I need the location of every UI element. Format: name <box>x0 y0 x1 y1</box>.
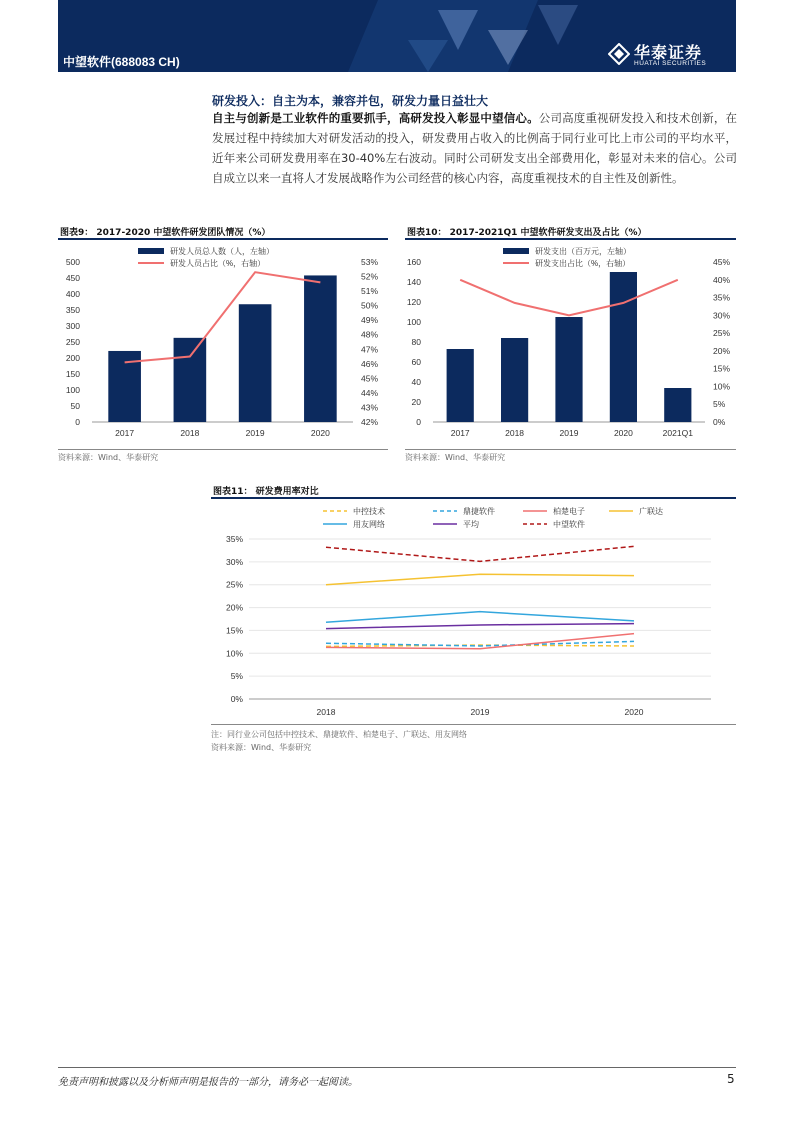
x-tick: 2020 <box>624 707 644 717</box>
fig11-title: 图表11： 研发费用率对比 <box>213 487 319 497</box>
y-left-tick: 80 <box>411 337 421 347</box>
x-tick: 2018 <box>180 428 200 438</box>
y-left-tick: 400 <box>65 289 80 299</box>
legend-bar-swatch <box>138 248 164 254</box>
y-left-tick: 300 <box>65 321 80 331</box>
x-tick: 2020 <box>310 428 330 438</box>
y-right-tick: 52% <box>361 271 379 282</box>
lead-bold-text: 自主与创新是工业软件的重要抓手，高研发投入彰显中望信心。 <box>212 111 539 125</box>
bar <box>447 349 474 422</box>
y-left-tick: 20 <box>411 397 421 407</box>
bar <box>501 338 528 422</box>
legend-label: 中控技术 <box>353 507 385 516</box>
y-left-tick: 100 <box>65 385 80 395</box>
y-left-tick: 0 <box>75 417 80 427</box>
fig9-title: 图表9： 2017-2020 中望软件研发团队情况（%） <box>60 228 271 238</box>
fig11-note: 注：同行业公司包括中控技术、鼎捷软件、柏楚电子、广联达、用友网络 <box>211 730 467 739</box>
fig11-bottom-rule <box>211 724 736 725</box>
y-tick: 0% <box>230 694 243 704</box>
y-left-tick: 250 <box>65 337 80 347</box>
y-right-tick: 44% <box>361 387 379 398</box>
logo-cn-text: 华泰证券 <box>634 43 703 62</box>
y-right-tick: 10% <box>713 381 731 392</box>
y-right-tick: 47% <box>361 344 379 355</box>
y-right-tick: 48% <box>361 329 379 340</box>
y-right-tick: 15% <box>713 363 731 374</box>
footer-rule <box>58 1067 736 1068</box>
y-right-tick: 51% <box>361 286 379 297</box>
y-right-tick: 40% <box>713 274 731 285</box>
x-tick: 2020 <box>613 428 633 438</box>
fig10-source: 资料来源：Wind、华泰研究 <box>405 453 506 462</box>
fig11-chart <box>211 499 737 724</box>
y-right-tick: 30% <box>713 310 731 321</box>
y-left-tick: 50 <box>70 401 80 411</box>
y-right-tick: 5% <box>713 399 726 410</box>
y-right-tick: 35% <box>713 292 731 303</box>
x-tick: 2019 <box>559 428 579 438</box>
y-tick: 25% <box>225 579 243 590</box>
section-paragraph <box>212 108 737 188</box>
y-tick: 15% <box>225 625 243 636</box>
x-tick: 2017 <box>115 428 135 438</box>
y-left-tick: 40 <box>411 377 421 387</box>
legend-bar-label: 研发支出（百万元，左轴） <box>535 247 631 256</box>
bar <box>239 304 272 422</box>
y-left-tick: 350 <box>65 305 80 315</box>
y-left-tick: 160 <box>406 257 421 267</box>
y-left-tick: 140 <box>406 277 421 287</box>
fig11-source: 资料来源：Wind、华泰研究 <box>211 743 312 752</box>
line-series <box>460 280 678 316</box>
y-tick: 30% <box>225 556 243 567</box>
legend-label: 中望软件 <box>553 520 585 529</box>
legend-line-label: 研发支出占比（%，右轴） <box>535 259 631 268</box>
y-right-tick: 0% <box>713 417 726 427</box>
line-series <box>326 546 634 561</box>
header-banner <box>58 0 736 72</box>
line-series <box>326 574 634 585</box>
legend-label: 用友网络 <box>353 520 385 529</box>
fig10-chart <box>405 240 737 450</box>
legend-label: 平均 <box>463 520 479 529</box>
y-right-tick: 20% <box>713 345 731 356</box>
fig9-source: 资料来源：Wind、华泰研究 <box>58 453 159 462</box>
x-tick: 2019 <box>245 428 265 438</box>
y-tick: 20% <box>225 602 243 613</box>
line-series <box>326 624 634 629</box>
y-right-tick: 46% <box>361 358 379 369</box>
y-right-tick: 45% <box>361 373 379 384</box>
legend-bar-label: 研发人员总人数（人，左轴） <box>170 247 274 256</box>
fig9-chart <box>58 240 390 450</box>
x-tick: 2021Q1 <box>662 428 693 438</box>
y-right-tick: 53% <box>361 257 379 267</box>
y-left-tick: 150 <box>65 369 80 379</box>
y-left-tick: 200 <box>65 353 80 363</box>
y-right-tick: 43% <box>361 402 379 413</box>
y-left-tick: 100 <box>406 317 421 327</box>
y-left-tick: 0 <box>416 417 421 427</box>
bar <box>555 317 582 422</box>
y-right-tick: 25% <box>713 328 731 339</box>
bar <box>174 338 207 422</box>
legend-label: 广联达 <box>639 507 663 516</box>
line-series <box>326 612 634 623</box>
legend-label: 柏楚电子 <box>553 507 585 516</box>
fig9-bottom-rule <box>58 449 388 450</box>
y-tick: 35% <box>225 534 243 544</box>
section-title: 研发投入：自主为本，兼容并包，研发力量日益壮大 <box>212 94 489 108</box>
y-right-tick: 45% <box>713 257 731 267</box>
legend-bar-swatch <box>503 248 529 254</box>
y-right-tick: 49% <box>361 315 379 326</box>
y-left-tick: 450 <box>65 273 80 283</box>
y-left-tick: 500 <box>65 257 80 267</box>
x-tick: 2018 <box>316 707 336 717</box>
huatai-logo-icon <box>608 43 630 65</box>
footer-disclaimer: 免责声明和披露以及分析师声明是报告的一部分，请务必一起阅读。 <box>58 1077 358 1088</box>
legend-line-label: 研发人员占比（%，右轴） <box>170 259 266 268</box>
fig10-bottom-rule <box>405 449 736 450</box>
x-tick: 2017 <box>450 428 470 438</box>
x-tick: 2019 <box>470 707 490 717</box>
legend-label: 鼎捷软件 <box>463 507 495 516</box>
line-series <box>326 641 634 646</box>
bar <box>304 275 337 422</box>
page-number: 5 <box>727 1072 735 1086</box>
stock-label: 中望软件(688083 CH) <box>63 55 180 69</box>
line-series <box>125 272 321 362</box>
y-right-tick: 42% <box>361 417 379 427</box>
body-text: 公司高度重视研发投入和技术创新，在发展过程中持续加大对研发活动的投入，研发费用占收入的比例高于同行业可比上市公司的平均水平，近年来公司研发费用率在30-40%左右波动。同时公司研发支出全部费用化，彰显对未来的信心。公司自成立以来一直将人才发展战略作为公司经营的核心内容，高度重视技术的自主性及创新性。 <box>212 111 738 185</box>
x-tick: 2018 <box>505 428 525 438</box>
fig10-title: 图表10： 2017-2021Q1 中望软件研发支出及占比（%） <box>407 228 647 238</box>
y-left-tick: 120 <box>406 297 421 307</box>
logo-en-text: HUATAI SECURITIES <box>634 60 707 67</box>
bar <box>610 272 637 422</box>
huatai-logo <box>608 40 728 70</box>
y-tick: 5% <box>230 671 243 682</box>
y-right-tick: 50% <box>361 300 379 311</box>
y-tick: 10% <box>225 648 243 659</box>
y-left-tick: 60 <box>411 357 421 367</box>
bar <box>664 388 691 422</box>
